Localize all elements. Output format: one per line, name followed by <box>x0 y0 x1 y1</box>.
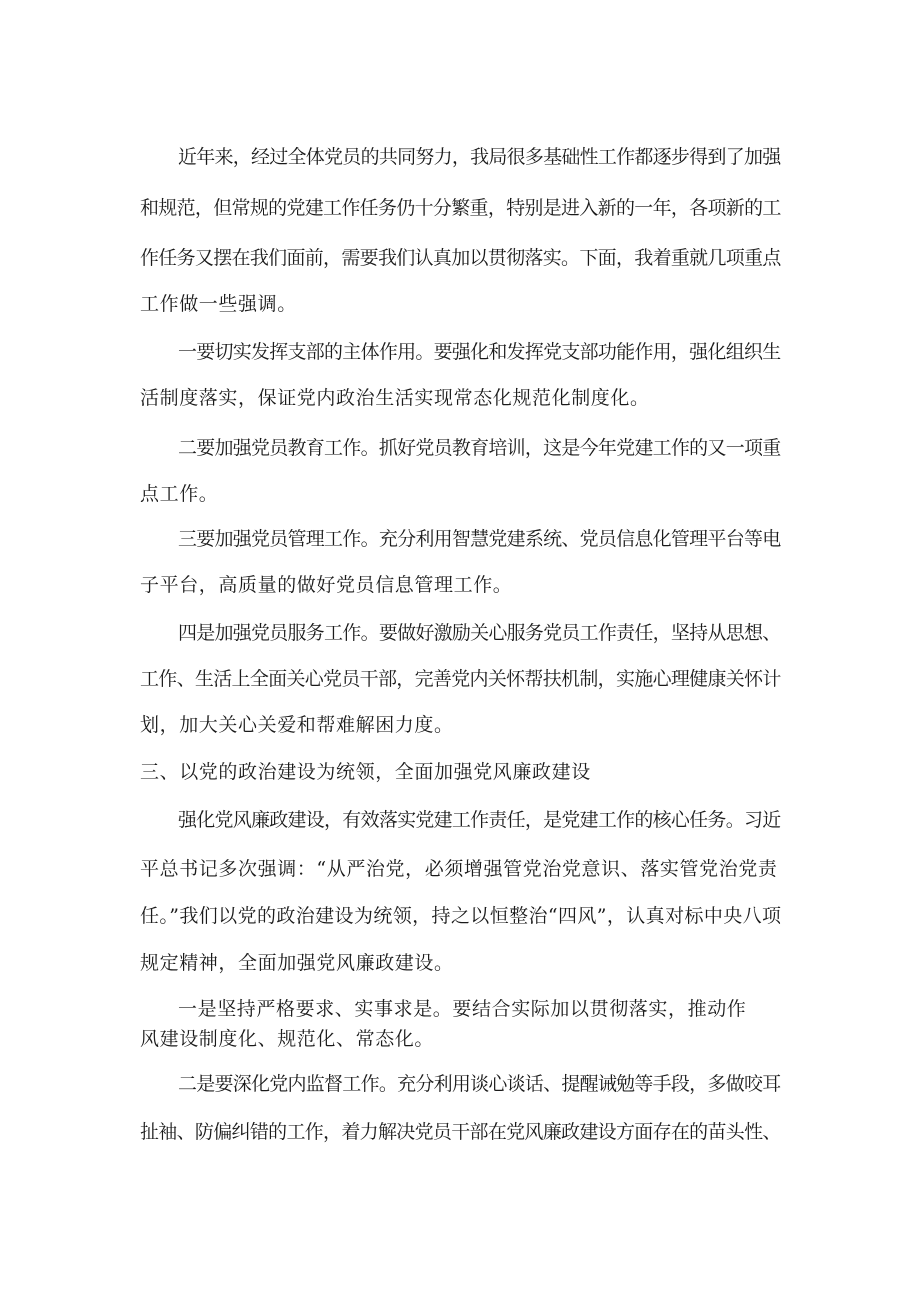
paragraph-9-line-1: 二是要深化党内监督工作。充分利用谈心谈话、提醒诫勉等手段，多做咬耳 <box>178 1073 781 1095</box>
section-heading: 三、以党的政治建设为统领，全面加强党风廉政建设 <box>140 761 591 783</box>
paragraph-1-line-1: 近年来，经过全体党员的共同努力，我局很多基础性工作都逐步得到了加强 <box>178 146 781 168</box>
paragraph-4-line-2: 子平台，高质量的做好党员信息管理工作。 <box>140 574 513 596</box>
paragraph-5-line-2: 工作、生活上全面关心党员干部，完善党内关怀帮扶机制，实施心理健康关怀计 <box>140 668 781 690</box>
paragraph-7-line-4: 规定精神，全面加强党风廉政建设。 <box>140 952 454 974</box>
paragraph-8-line-1: 一是坚持严格要求、实事求是。要结合实际加以贯彻落实，推动作 <box>178 998 747 1020</box>
paragraph-8-line-2: 风建设制度化、规范化、常态化。 <box>140 1028 435 1050</box>
paragraph-1-line-2: 和规范，但常规的党建工作任务仍十分繁重，特别是进入新的一年，各项新的工 <box>140 197 781 219</box>
paragraph-2-line-2: 活制度落实，保证党内政治生活实现常态化规范化制度化。 <box>140 387 650 409</box>
paragraph-3-line-1: 二要加强党员教育工作。抓好党员教育培训，这是今年党建工作的又一项重 <box>178 437 781 459</box>
paragraph-2-line-1: 一要切实发挥支部的主体作用。要强化和发挥党支部功能作用，强化组织生 <box>178 341 781 363</box>
paragraph-5-line-1: 四是加强党员服务工作。要做好激励关心服务党员工作责任，坚持从思想、 <box>178 622 781 644</box>
paragraph-7-line-1: 强化党风廉政建设，有效落实党建工作责任，是党建工作的核心任务。习近 <box>178 809 781 831</box>
paragraph-5-line-3: 划，加大关心关爱和帮难解困力度。 <box>140 714 454 736</box>
paragraph-7-line-2: 平总书记多次强调：“从严治党，必须增强管党治党意识、落实管党治党责 <box>140 858 778 880</box>
paragraph-7-line-3: 任。”我们以党的政治建设为统领，持之以恒整治“四风”，认真对标中央八项 <box>140 905 782 927</box>
paragraph-3-line-2: 点工作。 <box>140 483 219 505</box>
paragraph-1-line-4: 工作做一些强调。 <box>140 293 297 315</box>
paragraph-1-line-3: 作任务又摆在我们面前，需要我们认真加以贯彻落实。下面，我着重就几项重点 <box>140 247 781 269</box>
paragraph-9-line-2: 扯袖、防偏纠错的工作，着力解决党员干部在党风廉政建设方面存在的苗头性、 <box>140 1121 781 1143</box>
paragraph-4-line-1: 三要加强党员管理工作。充分利用智慧党建系统、党员信息化管理平台等电 <box>178 528 781 550</box>
